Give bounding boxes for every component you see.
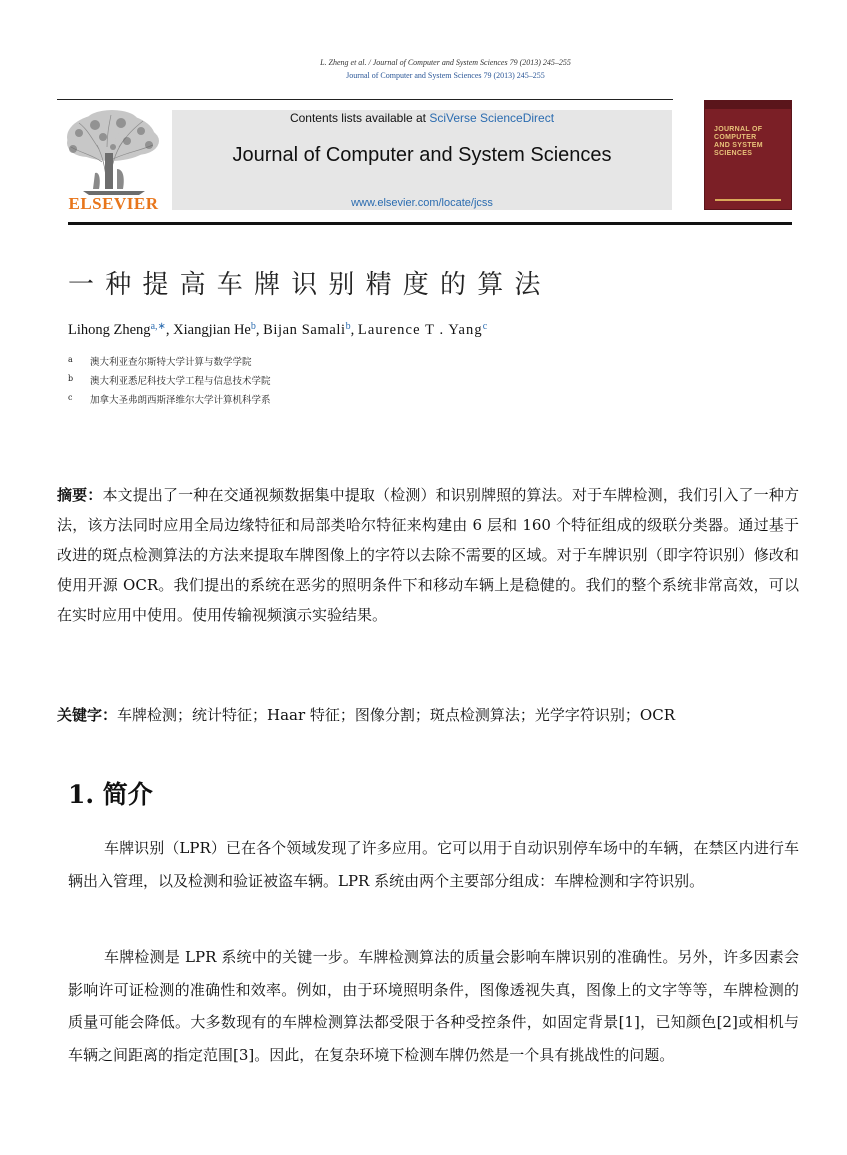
cover-publisher-bar xyxy=(715,199,781,201)
cover-title-line: SCIENCES xyxy=(714,150,753,157)
keywords xyxy=(57,700,799,730)
section-heading: 1. 简介 xyxy=(68,780,153,809)
cover-title-line: AND SYSTEM xyxy=(714,142,763,149)
affiliation-line xyxy=(68,353,252,370)
cover-title-line: COMPUTER xyxy=(714,134,757,141)
affiliation-text: 澳大利亚悉尼科技大学工程与信息技术学院 xyxy=(90,376,271,387)
author-affiliation-mark[interactable]: c xyxy=(482,321,488,332)
author-name: Laurence T . Yang xyxy=(357,322,483,338)
contents-line xyxy=(172,111,672,126)
abstract-text: 本文提出了一种在交通视频数据集中提取（检测）和识别牌照的算法。对于车牌检测，我们引入了一种方法，该方法同时应用全局边缘特征和局部类哈尔特征来构建由 6 层和 160 个特征组成的级联分类器。通过基于改进的斑点检测算法的方法来提取车牌图像上的字符以去除不需要的区域。对于车牌识别（即字符识别）修改和使用开源 OCR。我们提出的系统在恶劣的照明条件下和移动车辆上是稳健的。我们的整个系统非常高效，可以在实时应用中使用。使用传输视频演示实验结果。 xyxy=(57,486,799,624)
author-affiliation-mark[interactable]: b xyxy=(345,321,351,332)
affiliation-mark: c xyxy=(68,393,73,402)
keywords-text: 车牌检测；统计特征；Haar 特征；图像分割；斑点检测算法；光学字符识别；OCR xyxy=(117,706,675,724)
elsevier-logo[interactable] xyxy=(57,107,170,212)
keywords-label: 关键字： xyxy=(57,706,118,724)
affiliation-mark: a xyxy=(68,355,73,364)
cover-top-band xyxy=(705,101,791,109)
author-affiliation-mark[interactable]: a,∗ xyxy=(150,321,166,332)
author-name: Lihong Zheng xyxy=(68,322,151,338)
cover-title xyxy=(714,126,763,158)
running-citation: L. Zheng et al. / Journal of Computer and System Sciences 79 (2013) 245–255 xyxy=(320,58,571,67)
header-top-rule xyxy=(57,99,673,100)
journal-title: Journal of Computer and System Sciences xyxy=(232,144,612,166)
sciencedirect-link[interactable]: SciVerse ScienceDirect xyxy=(429,111,555,125)
affiliation-line xyxy=(68,372,271,389)
affiliation-text: 加拿大圣弗朗西斯泽维尔大学计算机科学系 xyxy=(90,395,271,406)
abstract xyxy=(57,480,799,630)
journal-banner xyxy=(172,110,672,210)
author-separator: , xyxy=(165,322,174,338)
affiliation-line xyxy=(68,391,271,408)
author-affiliation-mark[interactable]: b xyxy=(250,321,256,332)
author-separator: , xyxy=(255,322,264,338)
author-list xyxy=(68,320,487,340)
author-name: Xiangjian He xyxy=(173,322,251,338)
affiliation-text: 澳大利亚查尔斯特大学计算与数学学院 xyxy=(90,357,252,368)
author-separator: , xyxy=(350,322,358,338)
body-paragraph: 车牌检测是 LPR 系统中的关键一步。车牌检测算法的质量会影响车牌识别的准确性。另外，许多因素会影响许可证检测的准确性和效率。例如，由于环境照明条件，图像透视失真，图像上的文字等等，车牌检测的质量可能会降低。大多数现有的车牌检测算法都受限于各种受控条件，如固定背景[1]，已知颜色[2]或相机与车辆之间距离的指定范围[3]。因此，在复杂环境下检测车牌仍然是一个具有挑战性的问题。 xyxy=(68,948,799,1064)
elsevier-wordmark: ELSEVIER xyxy=(68,194,159,213)
cover-title-line: JOURNAL OF xyxy=(714,126,763,133)
journal-url-link[interactable]: www.elsevier.com/locate/jcss xyxy=(351,197,493,209)
affiliation-mark: b xyxy=(68,374,74,383)
contents-prefix: Contents lists available at xyxy=(289,111,430,125)
paper-title: 一种提高车牌识别精度的算法 xyxy=(68,270,552,300)
journal-cover-thumbnail[interactable] xyxy=(704,100,792,210)
body-paragraph: 车牌识别（LPR）已在各个领域发现了许多应用。它可以用于自动识别停车场中的车辆，在禁区内进行车辆出入管理，以及检测和验证被盗车辆。LPR 系统由两个主要部分组成：车牌检测和字符识别。 xyxy=(68,839,799,890)
running-citation-link[interactable]: Journal of Computer and System Sciences 79 (2013) 245–255 xyxy=(346,71,545,80)
abstract-label: 摘要： xyxy=(57,486,103,504)
author-name: Bijan Samali xyxy=(263,322,346,338)
header-bottom-rule xyxy=(68,222,792,225)
